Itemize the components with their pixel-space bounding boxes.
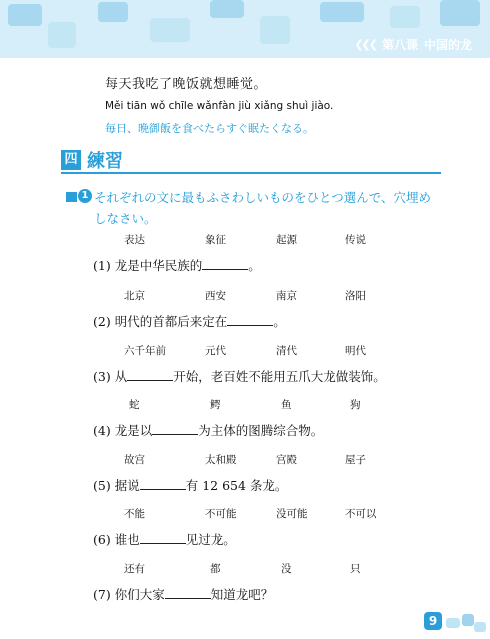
option: 起源 [276, 234, 297, 246]
lesson-label: 第八课 [381, 37, 418, 52]
sentence-after: 。 [273, 314, 286, 329]
puzzle-decoration [440, 0, 480, 26]
question-number: (3) [93, 369, 111, 384]
answer-blank[interactable] [227, 314, 273, 326]
option: 不能 [124, 508, 145, 520]
instruction-text: それぞれの文に最もふさわしいものをひとつ選んで、穴埋めしなさい。 [94, 190, 432, 226]
question-number: (2) [93, 314, 111, 329]
answer-blank[interactable] [165, 587, 211, 599]
puzzle-decoration [462, 614, 474, 626]
question-sentence [93, 421, 323, 439]
sentence-before: 据说 [114, 478, 140, 493]
answer-blank[interactable] [152, 423, 198, 435]
page-number: 9 [424, 612, 442, 630]
example-sentence [105, 73, 445, 136]
section-title: 練習 [87, 151, 123, 172]
marker-bar [66, 192, 77, 202]
sentence-before: 从 [114, 369, 128, 384]
option-row [93, 232, 453, 248]
puzzle-decoration [8, 4, 42, 26]
question-item [93, 561, 453, 602]
option: 象征 [205, 234, 226, 246]
option: 没可能 [276, 508, 308, 520]
option: 清代 [276, 345, 297, 357]
chevrons-left-icon: ❮❮❮ [354, 37, 376, 51]
puzzle-decoration [390, 6, 420, 28]
answer-blank[interactable] [140, 478, 186, 490]
option-row [93, 343, 453, 359]
question-sentence [93, 530, 236, 548]
question-item [93, 288, 453, 329]
question-number: (6) [93, 532, 111, 547]
section-number: 四 [61, 150, 81, 170]
puzzle-decoration [98, 2, 128, 22]
option: 屋子 [345, 454, 366, 466]
question-item [93, 506, 453, 547]
option: 还有 [124, 563, 145, 575]
option-row [93, 288, 453, 304]
option: 都 [210, 563, 221, 575]
option: 蛇 [129, 399, 140, 411]
option: 元代 [205, 345, 226, 357]
option: 传说 [345, 234, 366, 246]
sentence-after: 开始，老百姓不能用五爪大龙做装饰。 [173, 369, 386, 384]
lesson-topic: 中国的龙 [423, 37, 472, 52]
question-sentence [93, 256, 261, 274]
question-sentence [93, 367, 386, 385]
lesson-heading [354, 36, 472, 52]
sentence-before: 明代的首都后来定在 [114, 314, 228, 329]
puzzle-decoration [210, 0, 244, 18]
option: 狗 [350, 399, 361, 411]
example-pinyin: Měi tiān wǒ chīle wǎnfàn jiù xiǎng shuì jiào. [105, 100, 334, 112]
option: 表达 [124, 234, 145, 246]
sentence-before: 谁也 [114, 532, 140, 547]
question-number: (5) [93, 478, 111, 493]
option: 洛阳 [345, 290, 366, 302]
puzzle-decoration [474, 622, 486, 632]
section-heading [61, 147, 441, 175]
sentence-after: 见过龙。 [185, 532, 236, 547]
sentence-after: 为主体的图腾综合物。 [198, 423, 324, 438]
question-item [93, 232, 453, 273]
option: 只 [350, 563, 361, 575]
option: 不可以 [345, 508, 377, 520]
puzzle-decoration [446, 618, 460, 628]
option: 明代 [345, 345, 366, 357]
page-footer [0, 610, 490, 639]
option: 六千年前 [124, 345, 166, 357]
example-chinese: 每天我吃了晚饭就想睡觉。 [105, 77, 268, 92]
sentence-after: 。 [248, 258, 261, 273]
question-sentence [93, 476, 287, 494]
option: 宫殿 [276, 454, 297, 466]
question-number: (7) [93, 587, 111, 602]
puzzle-decoration [48, 22, 76, 48]
sentence-before: 你们大家 [114, 587, 165, 602]
exercise-number: 1 [78, 189, 92, 203]
option-row [93, 561, 453, 577]
question-sentence [93, 312, 286, 330]
exercise-marker [66, 189, 90, 203]
puzzle-decoration [150, 18, 190, 42]
option-row [93, 506, 453, 522]
option: 不可能 [205, 508, 237, 520]
option: 鱼 [281, 399, 292, 411]
option: 北京 [124, 290, 145, 302]
question-number: (4) [93, 423, 111, 438]
sentence-after: 知道龙吧？ [210, 587, 274, 602]
question-item [93, 343, 453, 384]
option: 南京 [276, 290, 297, 302]
example-japanese: 毎日、晩御飯を食べたらすぐ眠たくなる。 [105, 122, 314, 135]
option: 太和殿 [205, 454, 237, 466]
section-divider [61, 172, 441, 174]
sentence-before: 龙是以 [114, 423, 153, 438]
question-item [93, 452, 453, 493]
sentence-after: 有 12 654 条龙。 [185, 478, 288, 493]
question-number: (1) [93, 258, 111, 273]
puzzle-decoration [320, 2, 364, 22]
option: 鳄 [210, 399, 221, 411]
option: 故宫 [124, 454, 145, 466]
question-sentence [93, 585, 273, 603]
answer-blank[interactable] [127, 369, 173, 381]
puzzle-decoration [260, 16, 290, 44]
option: 西安 [205, 290, 226, 302]
option-row [93, 397, 453, 413]
option: 没 [281, 563, 292, 575]
answer-blank[interactable] [202, 258, 248, 270]
answer-blank[interactable] [140, 532, 186, 544]
option-row [93, 452, 453, 468]
page-header [0, 0, 490, 58]
question-item [93, 397, 453, 438]
sentence-before: 龙是中华民族的 [114, 258, 203, 273]
